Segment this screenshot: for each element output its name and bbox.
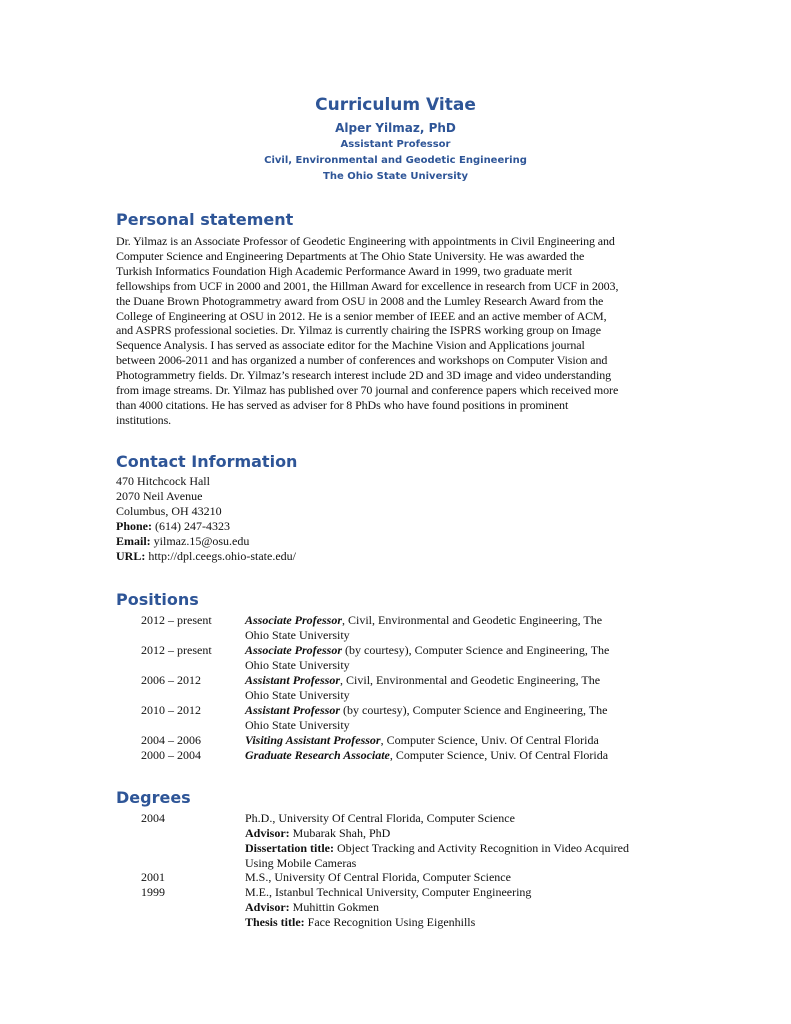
degrees-heading: Degrees — [116, 788, 191, 807]
position-role: Assistant Professor — [245, 673, 341, 687]
position-role: Visiting Assistant Professor — [245, 733, 381, 747]
position-years: 2006 – 2012 — [141, 673, 201, 687]
phone-label: Phone: — [116, 518, 152, 533]
advisor-name: Mubarak Shah, PhD — [289, 825, 391, 840]
thesis-title: Face Recognition Using Eigenhills — [304, 914, 476, 929]
cv-name: Alper Yilmaz, PhD — [335, 121, 456, 135]
position-years: 2012 – present — [141, 613, 212, 627]
position-role: Associate Professor — [245, 643, 342, 657]
position-detail-cont: Ohio State University — [245, 717, 350, 732]
position-detail: (by courtesy), Computer Science and Engineering, The — [340, 703, 608, 717]
statement-line: between 2006-2011 and has organized a number of conferences and workshops on Computer Vision and — [116, 353, 608, 368]
thesis-label: Dissertation title: — [245, 840, 334, 855]
advisor-label: Advisor: — [245, 825, 290, 840]
statement-line: and ASPRS professional societies. Dr. Yilmaz is currently chairing the ISPRS working group on Image — [116, 323, 601, 338]
position-detail-cont: Ohio State University — [245, 627, 350, 642]
degree-name: M.S., University Of Central Florida, Computer Science — [245, 870, 511, 884]
statement-line: College of Engineering at OSU in 2012. He is a senior member of IEEE and an active member of ACM, — [116, 308, 607, 323]
statement-line: Dr. Yilmaz is an Associate Professor of Geodetic Engineering with appointments in Civil Engineering and — [116, 234, 615, 248]
email-line — [116, 534, 296, 549]
personal-statement-heading: Personal statement — [116, 210, 294, 229]
position-description — [245, 733, 675, 748]
position-role: Associate Professor — [245, 613, 342, 627]
statement-line: Photogrammetry fields. Dr. Yilmaz’s research interest include 2D and 3D image and video understanding — [116, 368, 611, 383]
position-detail: , Computer Science, Univ. Of Central Florida — [389, 748, 609, 762]
cv-department: Civil, Environmental and Geodetic Engineering — [264, 155, 527, 166]
degree-name: Ph.D., University Of Central Florida, Computer Science — [245, 811, 515, 825]
position-description — [245, 613, 675, 643]
statement-line: than 4000 citations. He has served as adviser for 8 PhDs who have found positions in prominent — [116, 397, 569, 412]
position-detail: , Computer Science, Univ. Of Central Florida — [380, 733, 599, 747]
thesis-label: Thesis title: — [245, 914, 305, 929]
position-years: 2000 – 2004 — [141, 748, 201, 762]
url-link[interactable]: http://dpl.ceegs.ohio-state.edu/ — [145, 548, 296, 563]
degree-year: 2001 — [141, 870, 165, 884]
cv-title: Curriculum Vitae — [315, 95, 476, 115]
position-years: 2012 – present — [141, 643, 212, 657]
statement-line: Sequence Analysis. I has served as associate editor for the Machine Vision and Applications journal — [116, 338, 585, 353]
thesis-title-cont: Using Mobile Cameras — [245, 855, 357, 870]
degree-description — [245, 885, 675, 930]
address-line: Columbus, OH 43210 — [116, 503, 222, 518]
email-label: Email: — [116, 533, 151, 548]
position-detail: , Civil, Environmental and Geodetic Engineering, The — [342, 613, 603, 627]
statement-line: from image streams. Dr. Yilmaz has published over 70 journal and conference papers which received more — [116, 383, 619, 398]
statement-line: the Duane Brown Photogrammetry award from OSU in 2008 and the Lumley Research Award from the — [116, 293, 604, 308]
statement-line: Computer Science and Engineering Departments at The Ohio State University. He was awarded the — [116, 248, 585, 263]
degree-year: 2004 — [141, 811, 165, 825]
email-link[interactable]: yilmaz.15@osu.edu — [150, 533, 250, 548]
phone-value: (614) 247-4323 — [152, 518, 230, 533]
position-description — [245, 703, 675, 733]
personal-statement-text — [116, 234, 676, 428]
degree-description — [245, 870, 675, 885]
url-line — [116, 549, 296, 564]
position-role: Assistant Professor — [245, 703, 341, 717]
position-description — [245, 748, 675, 763]
degree-year: 1999 — [141, 885, 165, 899]
position-years: 2004 – 2006 — [141, 733, 201, 747]
url-label: URL: — [116, 548, 146, 563]
position-years: 2010 – 2012 — [141, 703, 201, 717]
advisor-name: Muhittin Gokmen — [289, 899, 380, 914]
contact-block — [116, 474, 296, 563]
address-line: 2070 Neil Avenue — [116, 488, 203, 503]
positions-heading: Positions — [116, 590, 199, 609]
statement-line: institutions. — [116, 412, 172, 427]
degree-description — [245, 811, 675, 871]
advisor-label: Advisor: — [245, 899, 290, 914]
position-detail-cont: Ohio State University — [245, 657, 350, 672]
cv-role: Assistant Professor — [340, 139, 451, 150]
address-line: 470 Hitchcock Hall — [116, 474, 210, 488]
position-description — [245, 673, 675, 703]
cv-university: The Ohio State University — [323, 171, 468, 182]
degree-name: M.E., Istanbul Technical University, Computer Engineering — [245, 885, 532, 899]
position-role: Graduate Research Associate — [245, 748, 390, 762]
contact-heading: Contact Information — [116, 452, 298, 471]
position-detail: , Civil, Environmental and Geodetic Engineering, The — [340, 673, 601, 687]
position-detail: (by courtesy), Computer Science and Engineering, The — [342, 643, 610, 657]
statement-line: fellowships from UCF in 2000 and 2001, the Hillman Award for excellence in research from UCF in 2003, — [116, 278, 619, 293]
position-detail-cont: Ohio State University — [245, 687, 350, 702]
phone-line — [116, 519, 296, 534]
position-description — [245, 643, 675, 673]
statement-line: Turkish Informatics Foundation High Academic Performance Award in 1999, two graduate merit — [116, 263, 573, 278]
thesis-title: Object Tracking and Activity Recognition in Video Acquired — [333, 840, 630, 855]
